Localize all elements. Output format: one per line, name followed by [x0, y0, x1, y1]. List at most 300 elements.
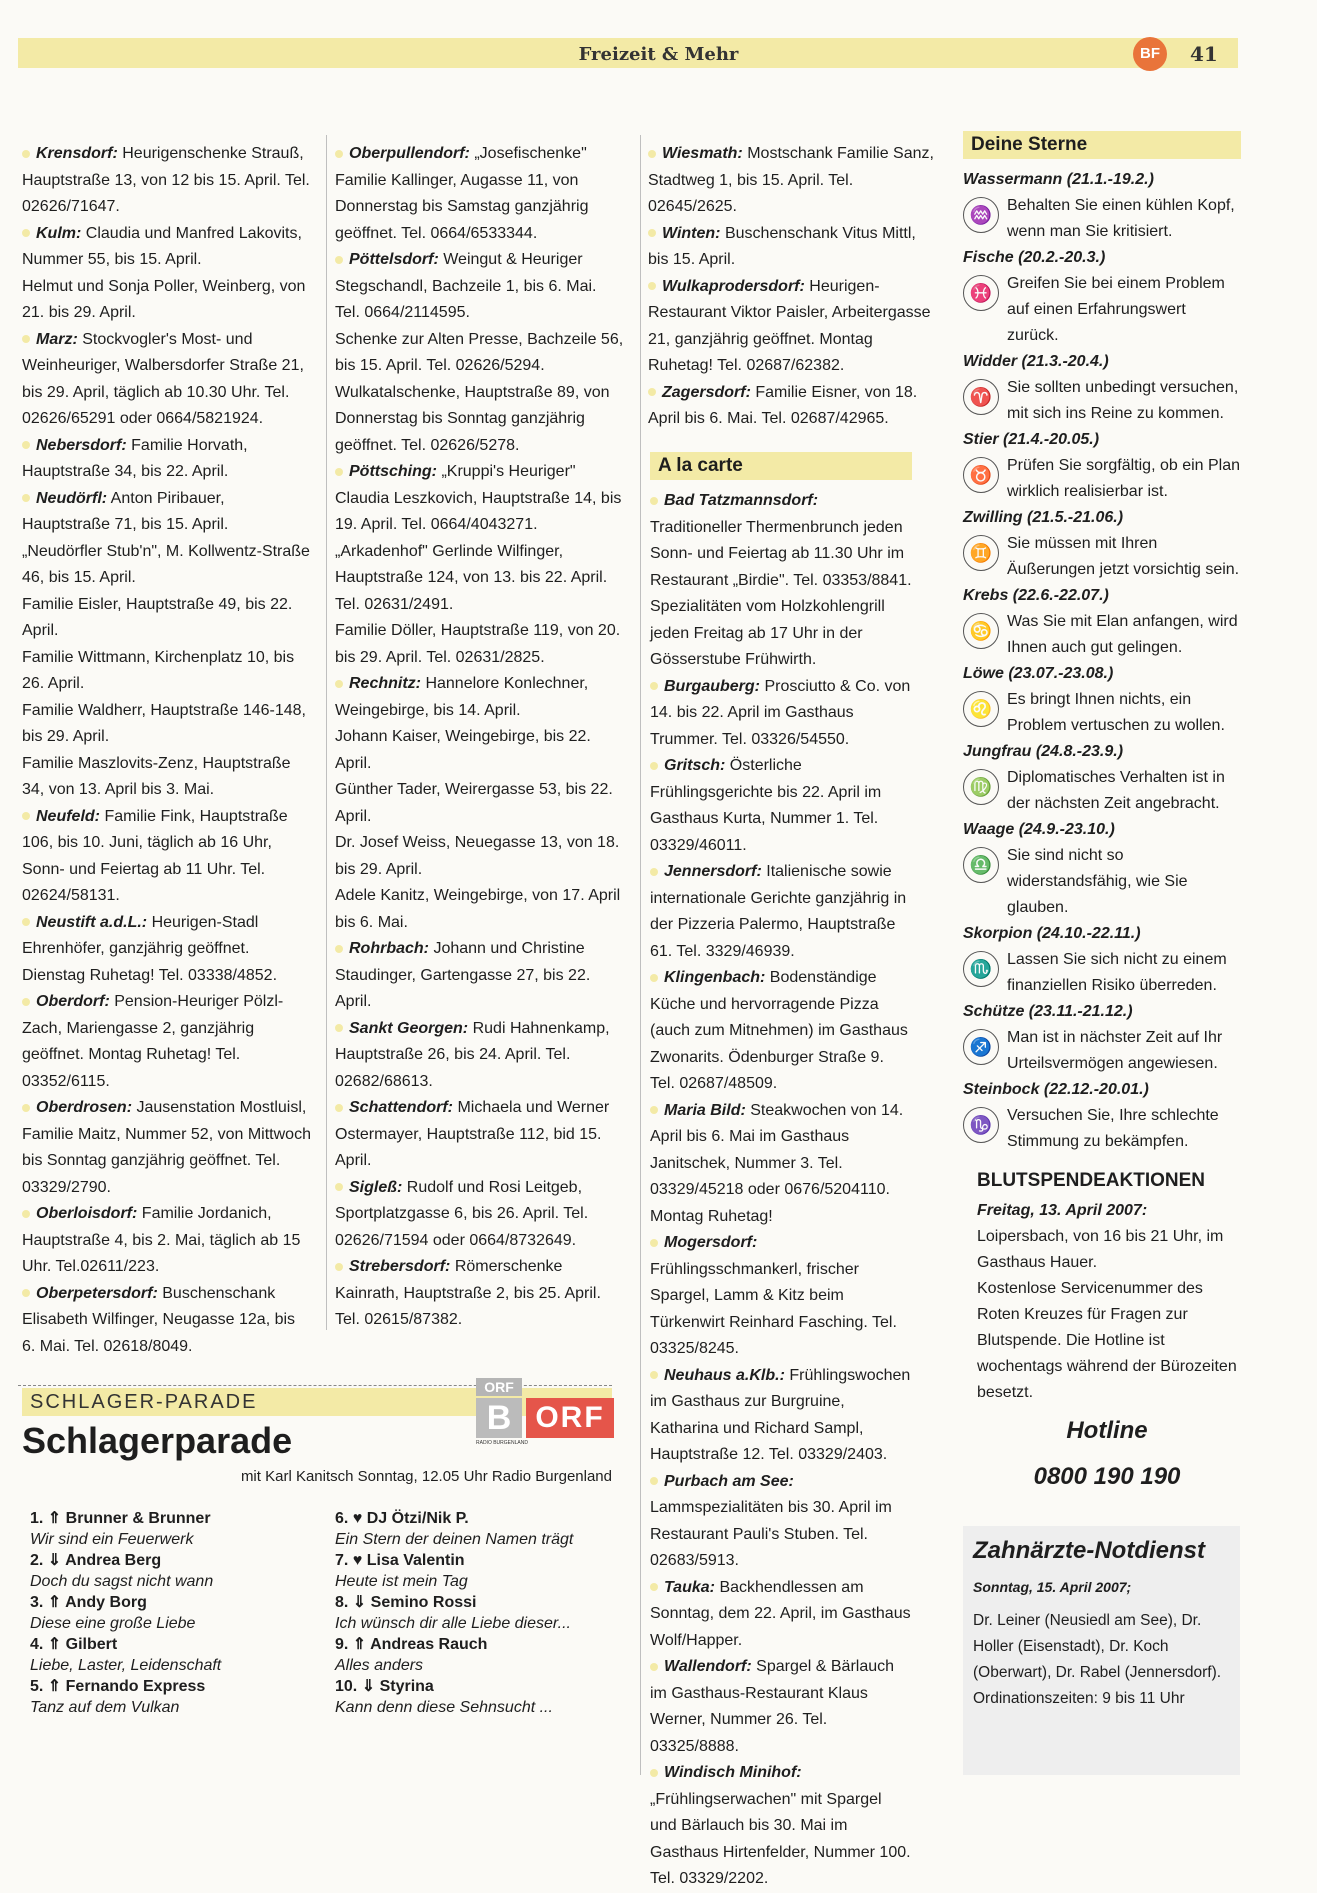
listing-entry	[22, 486, 312, 539]
page-number: 41	[1190, 42, 1218, 66]
chart-rank: 2.	[30, 1552, 44, 1569]
bullet-icon	[335, 1263, 343, 1271]
orf-logo	[474, 1378, 614, 1456]
place-name: Wulkaprodersdorf:	[662, 277, 805, 295]
chart-song: Doch du sagst nicht wann	[30, 1573, 214, 1590]
listing-entry	[648, 141, 938, 221]
entry-text: Familie Eisler, Hauptstraße 49, bis 22. April.	[22, 595, 293, 639]
listing-entry	[650, 1469, 912, 1575]
entry-text: Heurigen-Stadl Ehrenhöfer, ganzjährig geöffnet. Dienstag Ruhetag! Tel. 03338/4852.	[22, 913, 278, 984]
bullet-icon	[335, 945, 343, 953]
virgo-icon: ♍	[963, 769, 999, 805]
bullet-icon	[22, 918, 30, 926]
listing-entry	[335, 1016, 625, 1096]
listing-entry	[650, 1363, 912, 1469]
horoscope-entry	[963, 999, 1241, 1077]
entry-text: „Kruppi's Heuriger" Claudia Leszkovich, Hauptstraße 14, bis 19. April. Tel. 0664/4043271.	[335, 463, 622, 533]
bullet-icon	[22, 335, 30, 343]
bullet-icon	[22, 494, 30, 502]
sign-name: Stier (21.4.-20.05.)	[963, 431, 1100, 448]
sign-text: Prüfen Sie sorgfältig, ob ein Plan wirklich realisierbar ist.	[1007, 457, 1241, 500]
column-divider	[326, 135, 327, 1330]
trend-icon: ⇓	[352, 1594, 367, 1611]
place-name: Jennersdorf:	[664, 863, 762, 880]
listing-entry	[650, 859, 912, 965]
place-name: Rohrbach:	[349, 940, 429, 957]
entry-text: Italienische sowie internationale Gerichte ganzjährig in der Pizzeria Palermo, Hauptstraße 61. Tel. 3329/46939.	[650, 863, 907, 960]
blood-donation-info: Kostenlose Servicenummer des Roten Kreuzes für Fragen zur Blutspende. Die Hotline ist wochentags während der Bürozeiten besetzt.	[977, 1280, 1237, 1401]
horoscope-entry	[963, 661, 1241, 739]
entry-text: „Frühlingserwachen" mit Spargel und Bärlauch bis 30. Mai im Gasthaus Hirtenfelder, Nummer 100. Tel. 03329/2202.	[650, 1790, 911, 1887]
place-name: Gritsch:	[664, 757, 726, 774]
sign-text: Versuchen Sie, Ihre schlechte Stimmung zu bekämpfen.	[1007, 1107, 1219, 1150]
listing-entry	[22, 592, 312, 645]
orf-logo-b: B	[476, 1398, 522, 1438]
place-name: Oberpetersdorf:	[36, 1284, 158, 1302]
gemini-icon: ♊	[963, 535, 999, 571]
bullet-icon	[335, 680, 343, 688]
chart-artist: DJ Ötzi/Nik P.	[366, 1510, 469, 1527]
horoscope-entry	[963, 817, 1241, 921]
entry-text: Buschenschank Elisabeth Wilfinger, Neugasse 12a, bis 6. Mai. Tel. 02618/8049.	[22, 1284, 296, 1355]
entry-text: Heurigenschenke Strauß, Hauptstraße 13, von 12 bis 15. April. Tel. 02626/71647.	[22, 145, 310, 215]
listing-entry	[650, 1098, 912, 1231]
entry-text: Steakwochen von 14. April bis 6. Mai im Gasthaus Janitschek, Nummer 3. Tel. 03329/45218 oder 0676/5204110. Montag Ruhetag!	[650, 1101, 904, 1225]
chart-list-right	[335, 1508, 625, 1718]
horoscope-title: Deine Sterne	[963, 131, 1241, 159]
chart-artist: Brunner & Brunner	[65, 1510, 211, 1527]
horoscope-section	[963, 131, 1241, 1155]
chart-artist: Andreas Rauch	[370, 1636, 488, 1653]
entry-text: Familie Wittmann, Kirchenplatz 10, bis 26. April.	[22, 648, 295, 692]
orf-logo-main: ORF	[526, 1398, 614, 1438]
listing-entry	[650, 1575, 912, 1655]
place-name: Neuhaus a.Klb.:	[664, 1366, 785, 1384]
sign-text: Lassen Sie sich nicht zu einem finanziellen Risiko überreden.	[1007, 951, 1227, 994]
entry-text: Familie Maszlovits-Zenz, Hauptstraße 34, von 13. April bis 3. Mai.	[22, 754, 291, 798]
dentist-section	[963, 1526, 1240, 1775]
place-name: Neufeld:	[36, 807, 100, 825]
entry-text: Heurigen-Restaurant Viktor Paisler, Arbeitergasse 21, ganzjährig geöffnet. Montag Ruhetag! Tel. 02687/62382.	[648, 277, 931, 374]
orf-logo-top: ORF	[476, 1378, 522, 1396]
listing-entry	[650, 965, 912, 1098]
sign-text: Man ist in nächster Zeit auf Ihr Urteilsvermögen angewiesen.	[1007, 1029, 1223, 1072]
listing-entry	[335, 724, 625, 777]
sign-text: Was Sie mit Elan anfangen, wird Ihnen auch gut gelingen.	[1007, 613, 1238, 656]
entry-text: Hannelore Konlechner, Weingebirge, bis 14. April.	[335, 675, 589, 719]
bullet-icon	[335, 1104, 343, 1112]
listing-column-1	[22, 141, 312, 1360]
listing-entry	[22, 141, 312, 221]
bullet-icon	[22, 441, 30, 449]
entry-text: Österliche Frühlingsgerichte bis 22. April im Gasthaus Kurta, Nummer 1. Tel. 03329/46011.	[650, 757, 882, 854]
listing-entry	[22, 1201, 312, 1281]
entry-text: Backhendlessen am Sonntag, dem 22. April, im Gasthaus Wolf/Happer.	[650, 1578, 911, 1649]
horoscope-entry	[963, 921, 1241, 999]
chart-artist: Andy Borg	[65, 1594, 147, 1611]
aries-icon: ♈	[963, 379, 999, 415]
listing-entry	[648, 274, 938, 380]
entry-text: „Neudörfler Stub'n", M. Kollwentz-Straße 46, bis 15. April.	[22, 542, 310, 586]
place-name: Oberloisdorf:	[36, 1205, 138, 1222]
place-name: Marz:	[36, 330, 78, 348]
sign-name: Waage (24.9.-23.10.)	[963, 821, 1115, 838]
entry-text: Schenke zur Alten Presse, Bachzeile 56, bis 15. April. Tel. 02626/5294.	[335, 330, 624, 374]
entry-text: Pension-Heuriger Pölzl-Zach, Mariengasse 2, ganzjährig geöffnet. Montag Ruhetag! Tel. 03352/6115.	[22, 993, 284, 1090]
libra-icon: ♎	[963, 847, 999, 883]
trend-icon: ⇓	[361, 1678, 376, 1695]
listing-entry	[22, 910, 312, 990]
alacarte-list	[650, 488, 912, 1893]
sign-text: Es bringt Ihnen nichts, ein Problem vertuschen zu wollen.	[1007, 691, 1225, 734]
entry-text: Johann Kaiser, Weingebirge, bis 22. April.	[335, 728, 591, 772]
schlager-section	[22, 1379, 612, 1738]
place-name: Purbach am See:	[664, 1472, 794, 1490]
listing-column-3	[648, 141, 938, 433]
bullet-icon	[650, 1583, 658, 1591]
bullet-icon	[650, 1371, 658, 1379]
chart-artist: Fernando Express	[65, 1678, 206, 1695]
sign-name: Zwilling (21.5.-21.06.)	[963, 509, 1124, 526]
entry-text: Familie Horvath, Hauptstraße 34, bis 22. April.	[22, 436, 248, 480]
schlager-title: Schlagerparade	[22, 1420, 293, 1461]
schlager-subtitle: mit Karl Kanitsch Sonntag, 12.05 Uhr Radio Burgenland	[240, 1468, 612, 1485]
chart-rank: 3.	[30, 1594, 44, 1611]
aquarius-icon: ♒	[963, 197, 999, 233]
blood-donation-title: BLUTSPENDEAKTIONEN	[977, 1170, 1206, 1191]
place-name: Zagersdorf:	[662, 383, 751, 401]
listing-entry	[22, 1095, 312, 1201]
sign-name: Jungfrau (24.8.-23.9.)	[963, 743, 1124, 760]
place-name: Bad Tatzmannsdorf:	[664, 492, 819, 509]
entry-text: Anton Piribauer, Hauptstraße 71, bis 15. April.	[22, 489, 229, 533]
entry-text: Stockvogler's Most- und Weinheuriger, Walbersdorfer Straße 21, bis 29. April, täglich ab 10.30 Uhr. Tel. 02626/65291 oder 0664/5821924.	[22, 330, 304, 427]
bullet-icon	[650, 974, 658, 982]
entry-text: Michaela und Werner Ostermayer, Hauptstraße 112, bid 15. April.	[335, 1099, 610, 1169]
chart-song: Alles anders	[335, 1657, 424, 1674]
entry-text: „Arkadenhof" Gerlinde Wilfinger, Hauptstraße 124, von 13. bis 22. April. Tel. 02631/2491.	[335, 542, 608, 613]
listing-entry	[22, 327, 312, 433]
chart-entry	[30, 1508, 320, 1550]
horoscope-entry	[963, 427, 1241, 505]
bullet-icon	[22, 1289, 30, 1297]
entry-text: Jausenstation Mostluisl, Familie Maitz, Nummer 52, von Mittwoch bis Sonntag ganzjährig geöffnet. Tel. 03329/2790.	[22, 1099, 311, 1196]
place-name: Burgauberg:	[664, 677, 760, 695]
bullet-icon	[650, 1239, 658, 1247]
listing-entry	[22, 433, 312, 486]
chart-artist: Andrea Berg	[65, 1552, 162, 1569]
entry-text: Helmut und Sonja Poller, Weinberg, von 21. bis 29. April.	[22, 277, 306, 321]
chart-entry	[335, 1508, 625, 1550]
entry-text: Buschenschank Vitus Mittl, bis 15. April.	[648, 224, 916, 268]
sign-name: Löwe (23.07.-23.08.)	[963, 665, 1114, 682]
sign-text: Sie müssen mit Ihren Äußerungen jetzt vorsichtig sein.	[1007, 535, 1240, 578]
bullet-icon	[22, 998, 30, 1006]
listing-entry	[335, 618, 625, 671]
place-name: Strebersdorf:	[349, 1258, 451, 1275]
chart-rank: 4.	[30, 1636, 44, 1653]
sign-name: Skorpion (24.10.-22.11.)	[963, 925, 1141, 942]
listing-entry	[650, 1760, 912, 1893]
listing-entry	[22, 645, 312, 698]
hotline-number: 0800 190 190	[1033, 1463, 1181, 1490]
chart-song: Ein Stern der deinen Namen trägt	[335, 1531, 574, 1548]
chart-rank: 1.	[30, 1510, 44, 1527]
entry-text: Lammspezialitäten bis 30. April im Restaurant Pauli's Stuben. Tel. 02683/5913.	[650, 1499, 892, 1569]
listing-entry	[22, 698, 312, 751]
place-name: Windisch Minihof:	[664, 1764, 802, 1781]
blood-donation-section	[977, 1168, 1237, 1490]
sign-name: Krebs (22.6.-22.07.)	[963, 587, 1109, 604]
trend-icon: ⇑	[47, 1594, 62, 1611]
chart-song: Tanz auf dem Vulkan	[30, 1699, 180, 1716]
listing-entry	[22, 751, 312, 804]
entry-text: Familie Döller, Hauptstraße 119, von 20. bis 29. April. Tel. 02631/2825.	[335, 622, 621, 666]
entry-text: Familie Fink, Hauptstraße 106, bis 10. Juni, täglich ab 16 Uhr, Sonn- und Feiertag ab 11 Uhr. Tel. 02624/58131.	[22, 807, 288, 904]
alacarte-title: A la carte	[650, 452, 912, 480]
bullet-icon	[335, 1183, 343, 1191]
blood-donation-location: Loipersbach, von 16 bis 21 Uhr, im Gasthaus Hauer.	[977, 1228, 1224, 1271]
bullet-icon	[22, 150, 30, 158]
bullet-icon	[650, 868, 658, 876]
sign-text: Greifen Sie bei einem Problem auf einen Erfahrungswert zurück.	[1007, 275, 1225, 344]
column-divider	[640, 135, 641, 1775]
sign-text: Behalten Sie einen kühlen Kopf, wenn man Sie kritisiert.	[1007, 197, 1235, 240]
listing-entry	[335, 1254, 625, 1334]
horoscope-entry	[963, 739, 1241, 817]
place-name: Oberdrosen:	[36, 1099, 133, 1116]
entry-text: Familie Waldherr, Hauptstraße 146-148, bis 29. April.	[22, 701, 306, 745]
entry-text: Mostschank Familie Sanz, Stadtweg 1, bis 15. April. Tel. 02645/2625.	[648, 145, 934, 215]
horoscope-entry	[963, 167, 1241, 245]
place-name: Sankt Georgen:	[349, 1019, 469, 1037]
bullet-icon	[22, 229, 30, 237]
entry-text: Familie Eisner, von 18. April bis 6. Mai. Tel. 02687/42965.	[648, 383, 918, 427]
schlager-label: SCHLAGER-PARADE	[22, 1388, 612, 1416]
place-name: Pöttelsdorf:	[349, 251, 439, 268]
place-name: Krensdorf:	[36, 145, 118, 162]
entry-text: Rudi Hahnenkamp, Hauptstraße 26, bis 24. April. Tel. 02682/68613.	[335, 1019, 610, 1090]
listing-entry	[335, 777, 625, 830]
chart-rank: 9.	[335, 1636, 349, 1653]
section-title: Freizeit & Mehr	[578, 44, 739, 65]
entry-text: Frühlingswochen im Gasthaus zur Burgruine, Katharina und Richard Sampl, Hauptstraße 12. Tel. 03329/2403.	[650, 1366, 911, 1463]
trend-icon: ⇑	[47, 1636, 62, 1653]
listing-entry	[650, 674, 912, 754]
place-name: Mogersdorf:	[664, 1234, 758, 1251]
chart-artist: Semino Rossi	[370, 1594, 477, 1611]
chart-entry	[335, 1592, 625, 1634]
chart-entry	[335, 1550, 625, 1592]
chart-artist: Lisa Valentin	[366, 1552, 465, 1569]
bullet-icon	[650, 1106, 658, 1114]
listing-entry	[335, 247, 625, 327]
chart-list-left	[30, 1508, 320, 1718]
listing-entry	[22, 989, 312, 1095]
listing-entry	[650, 488, 912, 674]
listing-entry	[650, 1230, 912, 1363]
listing-entry	[335, 830, 625, 883]
trend-icon: ♥	[352, 1510, 363, 1527]
chart-song: Ich wünsch dir alle Liebe dieser...	[335, 1615, 571, 1632]
entry-text: Günther Tader, Weirergasse 53, bis 22. April.	[335, 781, 613, 825]
bullet-icon	[22, 1210, 30, 1218]
dentist-list: Dr. Leiner (Neusiedl am See), Dr. Holler (Eisenstadt), Dr. Koch (Oberwart), Dr. Rabel (Jennersdorf).	[973, 1612, 1222, 1681]
place-name: Wallendorf:	[664, 1658, 752, 1675]
place-name: Wiesmath:	[662, 145, 743, 162]
chart-rank: 6.	[335, 1510, 349, 1527]
leo-icon: ♌	[963, 691, 999, 727]
place-name: Oberpullendorf:	[349, 145, 470, 162]
sign-name: Schütze (23.11.-21.12.)	[963, 1003, 1133, 1020]
chart-rank: 5.	[30, 1678, 44, 1695]
entry-text: Prosciutto & Co. von 14. bis 22. April im Gasthaus Trummer. Tel. 03326/54550.	[650, 677, 911, 748]
bullet-icon	[650, 762, 658, 770]
bullet-icon	[335, 468, 343, 476]
place-name: Schattendorf:	[349, 1099, 453, 1116]
bullet-icon	[648, 229, 656, 237]
chart-song: Wir sind ein Feuerwerk	[30, 1531, 194, 1548]
place-name: Neustift a.d.L.:	[36, 913, 148, 931]
dentist-hours: Ordinationszeiten: 9 bis 11 Uhr	[973, 1690, 1185, 1707]
chart-song: Kann denn diese Sehnsucht ...	[335, 1699, 553, 1716]
listing-entry	[650, 753, 912, 859]
listing-entry	[335, 883, 625, 936]
listing-entry	[335, 936, 625, 1016]
listing-entry	[22, 221, 312, 274]
bullet-icon	[648, 388, 656, 396]
alacarte-section	[650, 452, 912, 1893]
entry-text: Johann und Christine Staudinger, Gartengasse 27, bis 22. April.	[335, 940, 591, 1010]
listing-entry	[648, 380, 938, 433]
listing-entry	[22, 804, 312, 910]
listing-entry	[335, 459, 625, 539]
place-name: Klingenbach:	[664, 969, 766, 986]
sign-text: Sie sind nicht so widerstandsfähig, wie Sie glauben.	[1007, 847, 1188, 916]
bullet-icon	[22, 1104, 30, 1112]
trend-icon: ♥	[352, 1552, 363, 1569]
bullet-icon	[650, 1477, 658, 1485]
place-name: Nebersdorf:	[36, 436, 127, 454]
entry-text: Dr. Josef Weiss, Neuegasse 13, von 18. bis 29. April.	[335, 834, 620, 878]
horoscope-entry	[963, 1077, 1241, 1155]
trend-icon: ⇓	[47, 1552, 62, 1569]
horoscope-entry	[963, 583, 1241, 661]
trend-icon: ⇑	[47, 1510, 62, 1527]
place-name: Tauka:	[664, 1578, 715, 1596]
place-name: Maria Bild:	[664, 1101, 746, 1119]
chart-entry	[30, 1634, 320, 1676]
entry-text: Bodenständige Küche und hervorragende Pizza (auch zum Mitnehmen) im Gasthaus Zwonarits. Ödenburger Straße 9. Tel. 02687/48509.	[650, 969, 908, 1092]
listing-entry	[22, 1281, 312, 1361]
place-name: Oberdorf:	[36, 993, 110, 1010]
place-name: Kulm:	[36, 224, 82, 242]
bullet-icon	[648, 282, 656, 290]
chart-artist: Styrina	[379, 1678, 434, 1695]
place-name: Neudörfl:	[36, 489, 108, 507]
pisces-icon: ♓	[963, 275, 999, 311]
entry-text: Wulkatalschenke, Hauptstraße 89, von Donnerstag bis Sonntag ganzjährig geöffnet. Tel. 02626/5278.	[335, 383, 610, 454]
listing-entry	[22, 274, 312, 327]
sign-name: Widder (21.3.-20.4.)	[963, 353, 1109, 370]
place-name: Rechnitz:	[349, 675, 421, 692]
dentist-title: Zahnärzte-Notdienst	[973, 1537, 1206, 1564]
chart-rank: 10.	[335, 1678, 358, 1695]
entry-text: Frühlingsschmankerl, frischer Spargel, Lamm & Kitz beim Türkenwirt Reinhard Fasching. Tel. 03325/8245.	[650, 1260, 897, 1357]
bullet-icon	[335, 256, 343, 264]
entry-text: Familie Jordanich, Hauptstraße 4, bis 2. Mai, täglich ab 15 Uhr. Tel.02611/223.	[22, 1205, 301, 1275]
chart-entry	[30, 1550, 320, 1592]
horoscope-entry	[963, 245, 1241, 349]
entry-text: Traditioneller Thermenbrunch jeden Sonn- und Feiertag ab 11.30 Uhr im Restaurant „Birdie". Tel. 03353/8841. Spezialitäten vom Holzkohlengrill jeden Freitag ab 17 Uhr in der Gösserstube Frühwirth.	[650, 518, 912, 668]
capricorn-icon: ♑	[963, 1107, 999, 1143]
orf-logo-sub: RADIO BURGENLAND	[476, 1440, 528, 1446]
listing-entry	[335, 539, 625, 619]
bullet-icon	[650, 682, 658, 690]
sign-name: Wassermann (21.1.-19.2.)	[963, 171, 1154, 188]
sign-text: Diplomatisches Verhalten ist in der nächsten Zeit angebracht.	[1007, 769, 1225, 812]
scorpio-icon: ♏	[963, 951, 999, 987]
taurus-icon: ♉	[963, 457, 999, 493]
horoscope-entry	[963, 505, 1241, 583]
cancer-icon: ♋	[963, 613, 999, 649]
listing-entry	[22, 539, 312, 592]
trend-icon: ⇑	[47, 1678, 62, 1695]
listing-entry	[335, 1175, 625, 1255]
bullet-icon	[650, 1769, 658, 1777]
sign-name: Steinbock (22.12.-20.01.)	[963, 1081, 1149, 1098]
listing-entry	[335, 141, 625, 247]
chart-song: Liebe, Laster, Leidenschaft	[30, 1657, 222, 1674]
entry-text: „Josefischenke" Familie Kallinger, Augasse 11, von Donnerstag bis Samstag ganzjährig geöffnet. Tel. 0664/6533344.	[335, 145, 589, 242]
chart-entry	[335, 1676, 625, 1718]
chart-song: Diese eine große Liebe	[30, 1615, 196, 1632]
blood-donation-date: Freitag, 13. April 2007:	[977, 1202, 1148, 1219]
bullet-icon	[650, 1663, 658, 1671]
sign-name: Fische (20.2.-20.3.)	[963, 249, 1106, 266]
trend-icon: ⇑	[352, 1636, 367, 1653]
place-name: Sigleß:	[349, 1178, 403, 1196]
chart-rank: 7.	[335, 1552, 349, 1569]
entry-text: Weingut & Heuriger Stegschandl, Bachzeile 1, bis 6. Mai. Tel. 0664/2114595.	[335, 251, 597, 321]
bf-logo: BF	[1133, 37, 1167, 71]
listing-entry	[335, 1095, 625, 1175]
dentist-date: Sonntag, 15. April 2007;	[973, 1579, 1132, 1595]
bullet-icon	[335, 1024, 343, 1032]
place-name: Pöttsching:	[349, 463, 437, 480]
listing-entry	[335, 671, 625, 724]
listing-entry	[650, 1654, 912, 1760]
listing-entry	[335, 327, 625, 380]
entry-text: Adele Kanitz, Weingebirge, von 17. April bis 6. Mai.	[335, 887, 621, 931]
entry-text: Spargel & Bärlauch im Gasthaus-Restaurant Klaus Werner, Nummer 26. Tel. 03325/8888.	[650, 1658, 895, 1755]
sagittarius-icon: ♐	[963, 1029, 999, 1065]
entry-text: Römerschenke Kainrath, Hauptstraße 2, bis 25. April. Tel. 02615/87382.	[335, 1258, 601, 1328]
chart-artist: Gilbert	[65, 1636, 118, 1653]
bullet-icon	[22, 812, 30, 820]
entry-text: Rudolf und Rosi Leitgeb, Sportplatzgasse 6, bis 26. April. Tel. 02626/71594 oder 0664/8732649.	[335, 1178, 589, 1249]
chart-song: Heute ist mein Tag	[335, 1573, 468, 1590]
place-name: Winten:	[662, 224, 721, 242]
chart-entry	[30, 1592, 320, 1634]
bullet-icon	[650, 497, 658, 505]
hotline-label: Hotline	[1066, 1417, 1148, 1444]
listing-column-2	[335, 141, 625, 1334]
chart-entry	[335, 1634, 625, 1676]
listing-entry	[335, 380, 625, 460]
listing-entry	[648, 221, 938, 274]
bullet-icon	[335, 150, 343, 158]
